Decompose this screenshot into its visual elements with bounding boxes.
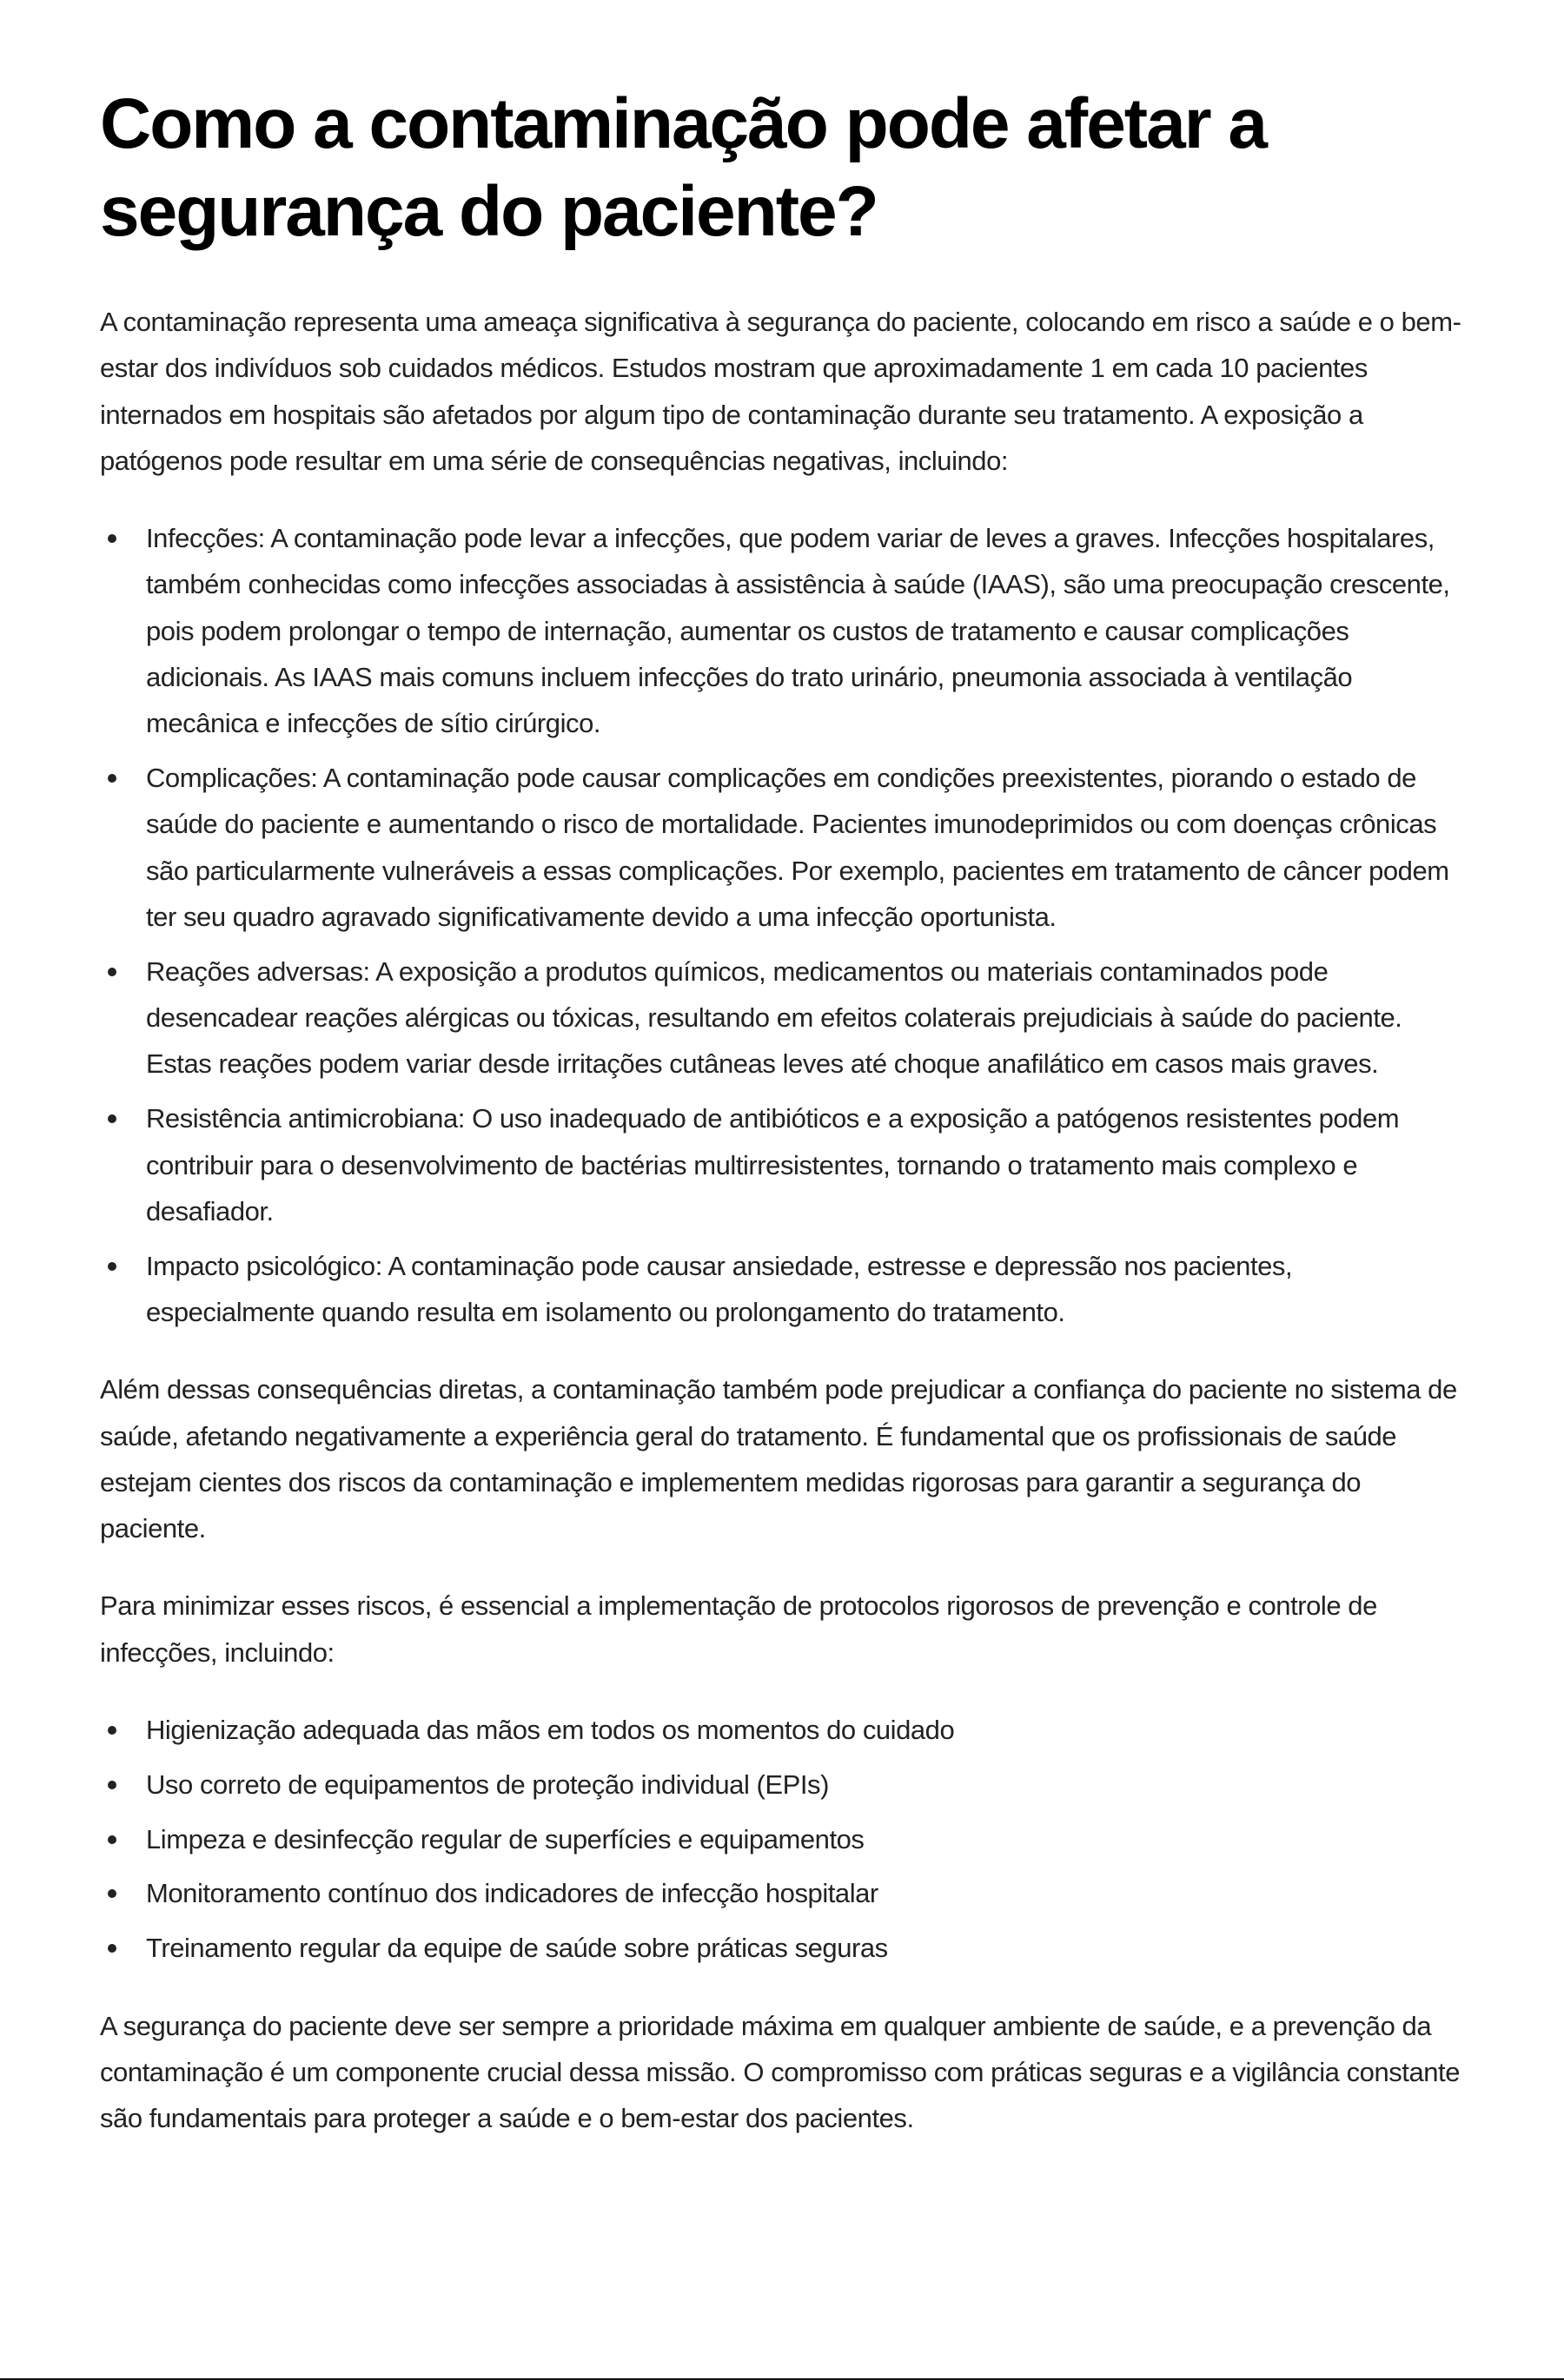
bullet-icon	[108, 774, 116, 783]
bullet-icon	[108, 1835, 116, 1844]
list-item-text: Impacto psicológico: A contaminação pode causar ansiedade, estresse e depressão nos pacientes, especialmente quando resulta em isolamento ou prolongamento do tratamento.	[146, 1250, 1293, 1327]
list-item	[146, 1870, 1466, 1916]
list-item-text: Reações adversas: A exposição a produtos químicos, medicamentos ou materiais contaminados pode desencadear reações alérgicas ou tóxicas, resultando em efeitos colaterais prejudiciais à saúde do paciente. Estas reações podem variar desde irritações cutâneas leves até choque anafilático em casos mais graves.	[146, 955, 1402, 1080]
list-item	[146, 1243, 1466, 1336]
consequences-list	[100, 515, 1466, 1335]
page-title: Como a contaminação pode afetar a segurança do paciente?	[100, 84, 1267, 251]
bullet-icon	[108, 1944, 116, 1953]
list-item	[146, 515, 1466, 746]
list-item-text: Monitoramento contínuo dos indicadores de infecção hospitalar	[146, 1878, 878, 1909]
list-item-text: Treinamento regular da equipe de saúde sobre práticas seguras	[146, 1933, 888, 1964]
list-item-text: Higienização adequada das mãos em todos os momentos do cuidado	[146, 1715, 955, 1746]
bullet-icon	[108, 534, 116, 543]
list-item	[146, 1707, 1466, 1753]
list-item-text: Infecções: A contaminação pode levar a infecções, que podem variar de leves a graves. Infecções hospitalares, também conhecidas como infecções associadas à assistência à saúde (IAAS), são uma preocupação crescente, pois podem prolongar o tempo de internação, aumentar os custos de tratamento e causar complicações adicionais. As IAAS mais comuns incluem infecções do trato urinário, pneumonia associada à ventilação mecânica e infecções de sítio cirúrgico.	[146, 523, 1450, 739]
bullet-icon	[108, 1781, 116, 1789]
list-item	[146, 1762, 1466, 1808]
list-item	[146, 755, 1466, 940]
bullet-icon	[108, 1262, 116, 1271]
prevention-paragraph: Para minimizar esses riscos, é essencial a implementação de protocolos rigorosos de prevenção e controle de infecções, incluindo:	[100, 1590, 1377, 1668]
trust-paragraph: Além dessas consequências diretas, a contaminação também pode prejudicar a confiança do paciente no sistema de saúde, afetando negativamente a experiência geral do tratamento. É fundamental que os profissionais de saúde estejam cientes dos riscos da contaminação e implementem medidas rigorosas para garantir a segurança do paciente.	[100, 1374, 1457, 1544]
list-item-text: Complicações: A contaminação pode causar complicações em condições preexistentes, piorando o estado de saúde do paciente e aumentando o risco de mortalidade. Pacientes imunodeprimidos ou com doenças crônicas são particularmente vulneráveis a essas complicações. Por exemplo, pacientes em tratamento de câncer podem ter seu quadro agravado significativamente devido a uma infecção oportunista.	[146, 763, 1449, 933]
article	[100, 80, 1466, 2172]
list-item-text: Resistência antimicrobiana: O uso inadequado de antibióticos e a exposição a patógenos resistentes podem contribuir para o desenvolvimento de bactérias multirresistentes, tornando o tratamento mais complexo e desafiador.	[146, 1103, 1400, 1226]
bullet-icon	[108, 1726, 116, 1735]
intro-paragraph: A contaminação representa uma ameaça significativa à segurança do paciente, colocando em risco a saúde e o bem-estar dos indivíduos sob cuidados médicos. Estudos mostram que aproximadamente 1 em cada 10 pacientes internados em hospitais são afetados por algum tipo de contaminação durante seu tratamento. A exposição a patógenos pode resultar em uma série de consequências negativas, incluindo:	[100, 307, 1461, 476]
list-item	[146, 1925, 1466, 1971]
list-item	[146, 1816, 1466, 1862]
list-item-text: Limpeza e desinfecção regular de superfícies e equipamentos	[146, 1823, 865, 1854]
bullet-icon	[108, 1889, 116, 1898]
conclusion-paragraph: A segurança do paciente deve ser sempre a prioridade máxima em qualquer ambiente de saúde, e a prevenção da contaminação é um componente crucial dessa missão. O compromisso com práticas seguras e a vigilância constante são fundamentais para proteger a saúde e o bem-estar dos pacientes.	[100, 2010, 1460, 2134]
bullet-icon	[108, 1114, 116, 1123]
list-item	[146, 949, 1466, 1088]
bullet-icon	[108, 968, 116, 976]
list-item	[146, 1095, 1466, 1234]
measures-list	[100, 1707, 1466, 1971]
list-item-text: Uso correto de equipamentos de proteção individual (EPIs)	[146, 1768, 829, 1800]
